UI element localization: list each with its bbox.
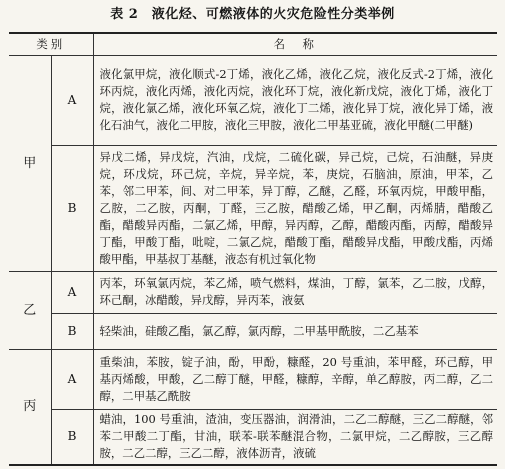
category-header: 类别 (9, 33, 93, 55)
substance-names: 蜡油，100 号重油，渣油，变压器油，润滑油，二乙二醇醚，三乙二醇醚，邻苯二甲酸二丁酯，甘油，联苯-联苯醚混合物，二氯甲烷，二乙醇胺，三乙醇胺，二乙二醇，三乙二醇，液体沥青，液硫 (93, 409, 497, 465)
subclass-label: B (51, 145, 93, 271)
subclass-label: A (51, 271, 93, 313)
names-header: 名 称 (93, 33, 497, 55)
substance-names: 轻柴油，硅酸乙酯，氯乙醇，氯丙醇，二甲基甲酰胺，二乙基苯 (93, 313, 497, 349)
subclass-label: A (51, 349, 93, 409)
table-row (9, 271, 497, 313)
header-row (9, 33, 497, 55)
table-row (9, 409, 497, 465)
subclass-label: A (51, 55, 93, 145)
subclass-label: B (51, 313, 93, 349)
substance-names: 液化氯甲烷，液化顺式-2丁烯，液化乙烯，液化乙烷，液化反式-2丁烯，液化环丙烷，液化丙烯，液化丙烷，液化环丁烷，液化新戊烷，液化丁烯，液化丁烷，液化氯乙烯，液化环氧乙烷，液化丁二烯，液化异丁烷，液化异丁烯，液化石油气，液化二甲胺，液化三甲胺，液化二甲基亚硫，液化甲醚(二甲醚) (93, 55, 497, 145)
subclass-label: B (51, 409, 93, 465)
substance-names: 重柴油，苯胺，锭子油，酚，甲酚，糠醛，20 号重油，苯甲醛，环己醇，甲基丙烯酸，甲酸，乙二醇丁醚，甲醛，糠醇，辛醇，单乙醇胺，丙二醇，乙二醇，二甲基乙酰胺 (93, 349, 497, 409)
substance-names: 异戊二烯，异戊烷，汽油，戊烷，二硫化碳，异己烷，己烷，石油醚，异庚烷，环戊烷，环己烷，辛烷，异辛烷，苯，庚烷，石脑油，原油，甲苯，乙苯，邻二甲苯，间、对二甲苯，异丁醇，乙醚，乙醛，环氧丙烷，甲酸甲酯，乙胺，二乙胺，丙酮，丁醛，三乙胺，醋酸乙烯，甲乙酮，丙烯腈，醋酸乙酯，醋酸异丙酯，二氯乙烯，甲醇，异丙醇，乙醇，醋酸丙酯，丙醇，醋酸异丁酯，甲酸丁酯，吡啶，二氯乙烷，醋酸丁酯，醋酸异戊酯，甲酸戊酯，丙烯酸甲酯，甲基叔丁基醚，液态有机过氧化物 (93, 145, 497, 271)
class-yi-label: 乙 (9, 271, 51, 349)
table-row (9, 313, 497, 349)
table-row (9, 349, 497, 409)
class-jia-label: 甲 (9, 55, 51, 271)
table-row (9, 145, 497, 271)
substance-names: 丙苯，环氧氯丙烷，苯乙烯，喷气燃料，煤油，丁醇，氯苯，乙二胺，戊醇，环己酮，冰醋酸，异戊醇，异丙苯，液氨 (93, 271, 497, 313)
classification-table (9, 32, 497, 466)
table-row (9, 55, 497, 145)
table-caption: 表 2 液化烃、可燃液体的火灾危险性分类举例 (110, 7, 395, 22)
class-bing-label: 丙 (9, 349, 51, 465)
